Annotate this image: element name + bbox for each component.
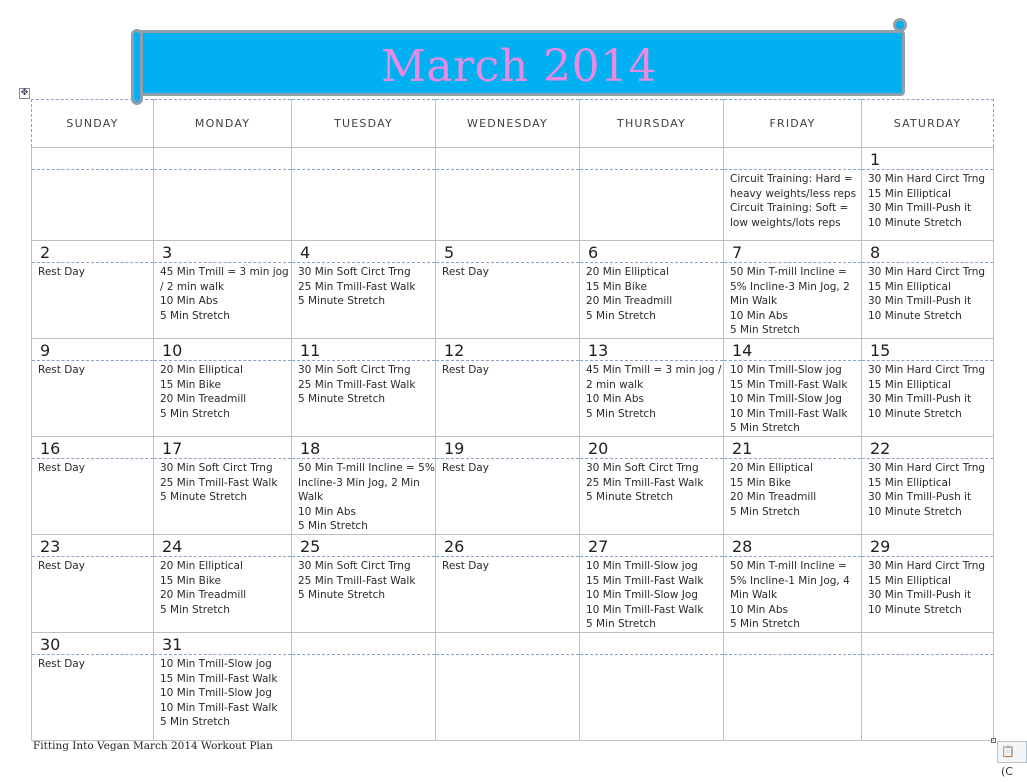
workout-item: 5 Minute Stretch — [586, 491, 674, 504]
day-cell[interactable] — [292, 241, 436, 339]
workout-list — [862, 655, 993, 657]
workout-list — [862, 263, 993, 323]
workout-item: 20 Min Elliptical — [730, 462, 813, 474]
workout-item: 10 Min Abs — [730, 603, 788, 616]
day-cell[interactable] — [292, 148, 436, 241]
workout-item: 5 Min Stretch — [160, 407, 230, 420]
day-number — [292, 633, 435, 655]
workout-item: 5 Min Stretch — [160, 716, 230, 729]
day-number: 9 — [32, 339, 153, 361]
day-number: 21 — [724, 437, 861, 459]
day-number — [862, 633, 993, 655]
day-number — [292, 148, 435, 170]
workout-item: 5 Min Stretch — [730, 505, 800, 518]
workout-list — [154, 361, 291, 421]
workout-item: 10 Min Abs — [586, 393, 644, 406]
week-row — [32, 148, 994, 241]
workout-item: 30 Min Hard Circt Trng — [868, 462, 986, 474]
weekday-header: TUESDAY — [292, 100, 436, 148]
workout-item: 10 Min Tmill-Slow jog — [730, 364, 842, 376]
day-cell[interactable] — [292, 535, 436, 633]
week-row — [32, 535, 994, 633]
workout-item: 20 Min Elliptical — [586, 266, 669, 278]
workout-item: 45 Min Tmill = 3 min jog / 2 min walk — [160, 266, 293, 293]
day-cell[interactable] — [724, 437, 862, 535]
day-cell[interactable] — [862, 241, 994, 339]
day-cell[interactable] — [154, 339, 292, 437]
workout-item: Rest Day — [38, 364, 85, 376]
day-cell[interactable] — [862, 148, 994, 241]
day-cell[interactable] — [32, 437, 154, 535]
week-row — [32, 633, 994, 741]
day-cell[interactable] — [862, 535, 994, 633]
workout-list — [580, 170, 723, 172]
day-cell[interactable] — [724, 148, 862, 241]
day-cell[interactable] — [154, 633, 292, 741]
workout-item: 5 Min Stretch — [730, 422, 800, 435]
workout-item: 5 Min Stretch — [586, 309, 656, 322]
workout-item: 15 Min Elliptical — [868, 378, 951, 391]
workout-list — [580, 263, 723, 323]
day-number — [154, 148, 291, 170]
day-cell[interactable] — [154, 148, 292, 241]
workout-item: 30 Min Soft Circt Trng — [160, 462, 273, 474]
workout-item: 30 Min Hard Circt Trng — [868, 560, 986, 572]
workout-item: Rest Day — [442, 462, 489, 474]
day-cell[interactable] — [292, 633, 436, 741]
workout-list — [292, 170, 435, 172]
day-number: 28 — [724, 535, 861, 557]
workout-item: 10 Min Tmill-Slow Jog — [586, 589, 698, 602]
week-row — [32, 241, 994, 339]
workout-item: 15 Min Tmill-Fast Walk — [160, 672, 278, 685]
workout-list — [32, 655, 153, 672]
workout-item: 30 Min Tmill-Push it — [868, 589, 972, 602]
day-cell[interactable] — [32, 535, 154, 633]
weekday-header: THURSDAY — [580, 100, 724, 148]
workout-item: 45 Min Tmill = 3 min jog / 2 min walk — [586, 364, 725, 391]
day-cell[interactable] — [436, 535, 580, 633]
weekday-header: SUNDAY — [32, 100, 154, 148]
day-cell[interactable] — [32, 148, 154, 241]
banner-scroll-curl — [131, 29, 143, 105]
workout-item: 50 Min T-mill Incline = 5% Incline-1 Min Jog, 4 Min Walk — [730, 560, 854, 602]
day-cell[interactable] — [32, 339, 154, 437]
workout-item: 10 Minute Stretch — [868, 216, 962, 229]
workout-list — [32, 361, 153, 378]
workout-item: 30 Min Tmill-Push it — [868, 491, 972, 504]
workout-item: 5 Minute Stretch — [160, 491, 248, 504]
day-cell[interactable] — [32, 241, 154, 339]
day-cell[interactable] — [580, 535, 724, 633]
day-cell[interactable] — [724, 241, 862, 339]
workout-item: 10 Min Abs — [160, 295, 218, 308]
workout-item: 15 Min Tmill-Fast Walk — [730, 378, 848, 391]
day-cell[interactable] — [154, 241, 292, 339]
workout-item: 5 Min Stretch — [160, 603, 230, 616]
workout-item: 30 Min Hard Circt Trng — [868, 173, 986, 185]
workout-item: 30 Min Tmill-Push it — [868, 295, 972, 308]
title-banner — [133, 30, 905, 96]
day-number: 17 — [154, 437, 291, 459]
day-number: 20 — [580, 437, 723, 459]
weekday-header: WEDNESDAY — [436, 100, 580, 148]
workout-item: 10 Minute Stretch — [868, 603, 962, 616]
workout-list — [436, 263, 579, 280]
workout-item: 15 Min Bike — [586, 280, 647, 293]
workout-list — [32, 170, 153, 172]
workout-item: 25 Min Tmill-Fast Walk — [298, 280, 416, 293]
workout-item: 30 Min Soft Circt Trng — [586, 462, 699, 474]
workout-list — [436, 655, 579, 657]
workout-item: Rest Day — [442, 560, 489, 572]
page-title: March 2014 — [380, 41, 658, 92]
day-number: 12 — [436, 339, 579, 361]
day-number: 26 — [436, 535, 579, 557]
workout-list — [436, 361, 579, 378]
workout-item: Rest Day — [38, 462, 85, 474]
weekday-header: SATURDAY — [862, 100, 994, 148]
workout-item: 10 Min Abs — [730, 309, 788, 322]
workout-list — [292, 459, 439, 534]
day-cell[interactable] — [154, 535, 292, 633]
workout-item: 5 Min Stretch — [160, 309, 230, 322]
workout-list — [724, 655, 861, 657]
workout-list — [154, 459, 291, 505]
workout-list — [292, 557, 435, 603]
day-number: 7 — [724, 241, 861, 263]
workout-list — [580, 459, 723, 505]
workout-item: 10 Minute Stretch — [868, 407, 962, 420]
weekday-header: FRIDAY — [724, 100, 862, 148]
day-number: 22 — [862, 437, 993, 459]
day-number: 14 — [724, 339, 861, 361]
workout-item: 20 Min Treadmill — [586, 295, 673, 308]
day-number: 1 — [862, 148, 993, 170]
workout-item: 30 Min Soft Circt Trng — [298, 364, 411, 376]
day-number: 6 — [580, 241, 723, 263]
resize-handle[interactable] — [991, 738, 996, 743]
workout-item: 15 Min Bike — [160, 378, 221, 391]
workout-item: 30 Min Soft Circt Trng — [298, 266, 411, 278]
workout-list — [32, 263, 153, 280]
day-cell[interactable] — [580, 339, 724, 437]
workout-item: 5 Min Stretch — [730, 618, 800, 631]
workout-item: 15 Min Bike — [730, 476, 791, 489]
day-number: 23 — [32, 535, 153, 557]
workout-item: 30 Min Hard Circt Trng — [868, 364, 986, 376]
workout-item: 30 Min Hard Circt Trng — [868, 266, 986, 278]
workout-list — [724, 263, 861, 338]
workout-item: 15 Min Elliptical — [868, 476, 951, 489]
workout-item: 15 Min Tmill-Fast Walk — [586, 574, 704, 587]
calendar-table — [31, 99, 994, 741]
day-cell[interactable] — [724, 339, 862, 437]
day-number: 30 — [32, 633, 153, 655]
day-cell[interactable] — [724, 633, 862, 741]
workout-list — [724, 557, 861, 632]
workout-list — [862, 557, 993, 617]
day-number — [436, 148, 579, 170]
workout-item: 10 Min Tmill-Slow Jog — [730, 393, 842, 406]
workout-list — [862, 170, 993, 230]
day-number — [724, 148, 861, 170]
paste-options-button[interactable] — [997, 741, 1027, 778]
paste-options-label: (C — [1001, 765, 1013, 778]
workout-item: 20 Min Elliptical — [160, 560, 243, 572]
day-cell[interactable] — [436, 339, 580, 437]
day-number — [436, 633, 579, 655]
day-number: 15 — [862, 339, 993, 361]
workout-item: Rest Day — [38, 266, 85, 278]
day-number: 10 — [154, 339, 291, 361]
day-cell[interactable] — [292, 437, 439, 535]
day-cell[interactable] — [580, 437, 724, 535]
workout-item: 5 Minute Stretch — [298, 393, 386, 406]
workout-item: 10 Min Tmill-Slow jog — [160, 658, 272, 670]
workout-list — [724, 459, 861, 519]
workout-item: 50 Min T-mill Incline = 5% Incline-3 Min Jog, 2 Min Walk — [298, 462, 439, 504]
day-number: 4 — [292, 241, 435, 263]
workout-list — [580, 655, 723, 657]
workout-item: 20 Min Treadmill — [730, 491, 817, 504]
workout-list — [154, 557, 291, 617]
workout-list — [292, 361, 435, 407]
day-number: 18 — [292, 437, 435, 459]
workout-list — [154, 170, 291, 172]
workout-list — [154, 263, 291, 323]
day-cell[interactable] — [580, 148, 724, 241]
day-number: 29 — [862, 535, 993, 557]
workout-list — [580, 557, 723, 632]
workout-list — [292, 263, 435, 309]
workout-list — [862, 459, 993, 519]
day-number — [32, 148, 153, 170]
workout-item: 10 Min Tmill-Fast Walk — [160, 701, 278, 714]
day-cell[interactable] — [436, 148, 580, 241]
weekday-header-row — [32, 100, 994, 148]
workout-item: 5 Min Stretch — [730, 324, 800, 337]
day-number: 27 — [580, 535, 723, 557]
day-cell[interactable] — [862, 437, 994, 535]
workout-item: 5 Min Stretch — [586, 618, 656, 631]
workout-item: 15 Min Elliptical — [868, 187, 951, 200]
workout-item: 10 Min Tmill-Slow Jog — [160, 687, 272, 700]
workout-list — [32, 459, 153, 476]
workout-item: 25 Min Tmill-Fast Walk — [160, 476, 278, 489]
day-number: 5 — [436, 241, 579, 263]
workout-item: 10 Min Tmill-Fast Walk — [586, 603, 704, 616]
day-number — [580, 148, 723, 170]
day-number: 11 — [292, 339, 435, 361]
workout-item: 10 Min Abs — [298, 505, 356, 518]
workout-item: 5 Minute Stretch — [298, 295, 386, 308]
clipboard-icon: 📋 — [1001, 745, 1015, 758]
day-number — [580, 633, 723, 655]
day-number: 3 — [154, 241, 291, 263]
workout-item: 5 Minute Stretch — [298, 589, 386, 602]
day-cell[interactable] — [436, 633, 580, 741]
move-handle-icon[interactable]: ✥ — [20, 88, 29, 98]
workout-item: Circuit Training: Soft = low weights/lots reps — [730, 202, 852, 229]
workout-item: 30 Min Tmill-Push it — [868, 202, 972, 215]
workout-item: 15 Min Elliptical — [868, 574, 951, 587]
workout-item: 20 Min Treadmill — [160, 589, 247, 602]
day-number: 2 — [32, 241, 153, 263]
day-number: 19 — [436, 437, 579, 459]
day-cell[interactable] — [154, 437, 292, 535]
workout-item: 25 Min Tmill-Fast Walk — [586, 476, 704, 489]
day-number: 13 — [580, 339, 723, 361]
day-cell[interactable] — [862, 633, 994, 741]
workout-list — [436, 459, 579, 476]
workout-item: 20 Min Elliptical — [160, 364, 243, 376]
workout-item: 50 Min T-mill Incline = 5% Incline-3 Min Jog, 2 Min Walk — [730, 266, 854, 308]
footer-caption: Fitting Into Vegan March 2014 Workout Plan — [33, 740, 273, 752]
day-cell[interactable] — [580, 241, 724, 339]
workout-item: 10 Min Tmill-Slow jog — [586, 560, 698, 572]
day-cell[interactable] — [32, 633, 154, 741]
workout-list — [724, 170, 861, 230]
workout-list — [292, 655, 435, 657]
day-number: 8 — [862, 241, 993, 263]
workout-item: 15 Min Bike — [160, 574, 221, 587]
day-number — [724, 633, 861, 655]
day-number: 25 — [292, 535, 435, 557]
workout-item: 25 Min Tmill-Fast Walk — [298, 378, 416, 391]
day-cell[interactable] — [724, 535, 862, 633]
workout-item: 5 Min Stretch — [298, 520, 368, 533]
day-cell[interactable] — [436, 241, 580, 339]
workout-list — [154, 655, 291, 730]
workout-list — [436, 170, 579, 172]
week-row — [32, 437, 994, 535]
week-row — [32, 339, 994, 437]
day-cell[interactable] — [436, 437, 580, 535]
workout-item: 25 Min Tmill-Fast Walk — [298, 574, 416, 587]
workout-item: Circuit Training: Hard = heavy weights/less reps — [730, 173, 857, 200]
workout-item: 5 Min Stretch — [586, 407, 656, 420]
workout-item: 20 Min Treadmill — [160, 393, 247, 406]
workout-item: Rest Day — [442, 364, 489, 376]
workout-list — [862, 361, 993, 421]
day-number: 24 — [154, 535, 291, 557]
workout-item: Rest Day — [38, 560, 85, 572]
workout-item: 10 Minute Stretch — [868, 309, 962, 322]
workout-list — [580, 361, 723, 421]
workout-item: Rest Day — [442, 266, 489, 278]
workout-item: 15 Min Elliptical — [868, 280, 951, 293]
workout-item: 10 Minute Stretch — [868, 505, 962, 518]
workout-item: 30 Min Tmill-Push it — [868, 393, 972, 406]
day-number: 16 — [32, 437, 153, 459]
workout-item: 10 Min Tmill-Fast Walk — [730, 407, 848, 420]
day-cell[interactable] — [580, 633, 724, 741]
workout-list — [436, 557, 579, 574]
day-cell[interactable] — [862, 339, 994, 437]
weekday-header: MONDAY — [154, 100, 292, 148]
day-cell[interactable] — [292, 339, 436, 437]
day-number: 31 — [154, 633, 291, 655]
workout-list — [32, 557, 153, 574]
workout-item: 30 Min Soft Circt Trng — [298, 560, 411, 572]
workout-list — [724, 361, 861, 436]
workout-item: Rest Day — [38, 658, 85, 670]
